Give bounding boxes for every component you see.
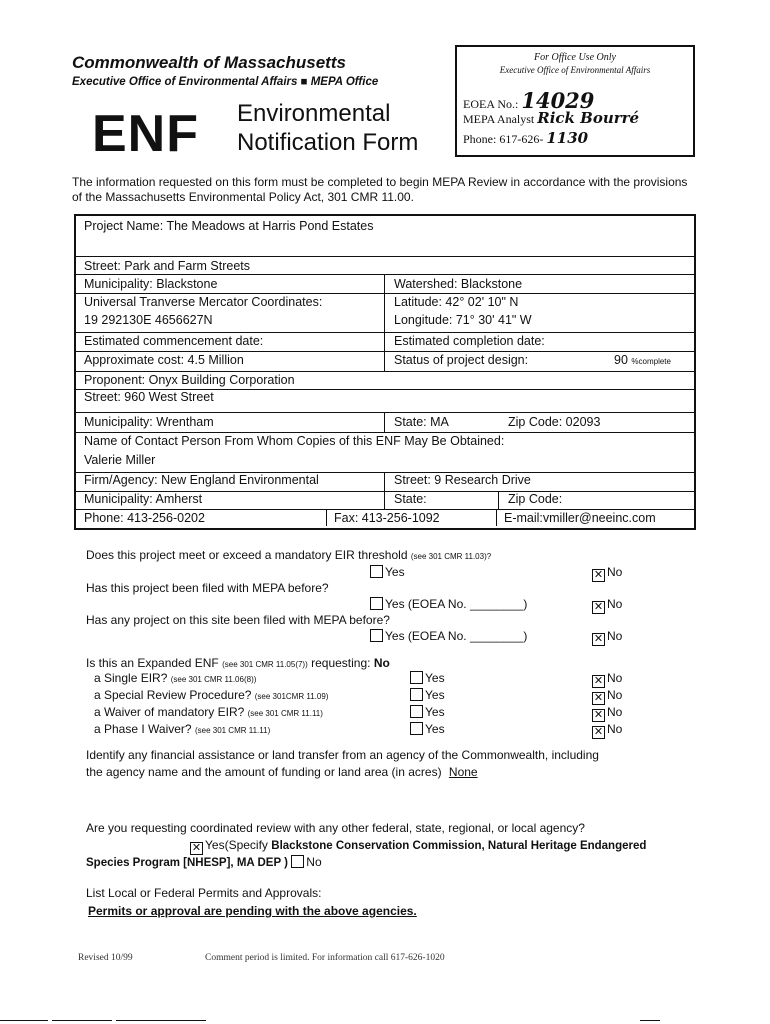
q3-yes-option[interactable]: Yes (EOEA No. ________) (370, 629, 527, 643)
enf-logo: ENF (92, 105, 199, 163)
form-title-line-2: Notification Form (237, 129, 419, 156)
proponent-name: Proponent: Onyx Building Corporation (84, 373, 295, 387)
analyst-row (463, 109, 639, 127)
q2-no-option[interactable]: ✕ No (593, 597, 623, 613)
project-info-box (74, 214, 696, 530)
status-design: Status of project design: (394, 353, 529, 367)
office-use-title: For Office Use Only (534, 52, 616, 63)
q4d-yes-option[interactable]: Yes (410, 722, 445, 736)
q1-text: Does this project meet or exceed a mandatory EIR threshold (86, 548, 408, 562)
coord-no-checkbox[interactable] (291, 855, 304, 868)
q4c-text: a Waiver of mandatory EIR? (see 301 CMR 11.11) (94, 705, 323, 719)
office-use-subtitle: Executive Office of Environmental Affairs (499, 65, 651, 75)
revised-note: Revised 10/99 (78, 953, 133, 963)
project-name: Project Name: The Meadows at Harris Pond Estates (84, 219, 374, 233)
analyst-label: MEPA Analyst (463, 112, 535, 126)
q-filed-before: Has this project been filed with MEPA before? (86, 581, 329, 595)
office-use-box (455, 45, 695, 157)
contact-firm: Firm/Agency: New England Environmental (84, 473, 319, 487)
permits-answer: Permits or approval are pending with the above agencies. (88, 904, 417, 918)
financial-answer: None (448, 765, 478, 779)
permits-label: List Local or Federal Permits and Approvals: (86, 886, 322, 900)
contact-street: Street: 9 Research Drive (394, 473, 531, 487)
office-phone-ext: 1130 (546, 129, 589, 147)
proponent-municipality: Municipality: Wrentham (84, 415, 214, 429)
q4b-no-option[interactable]: ✕ No (593, 688, 623, 704)
est-completion: Estimated completion date: (394, 334, 545, 348)
project-municipality: Municipality: Blackstone (84, 277, 218, 291)
coord-specify-line-2: Species Program [NHESP], MA DEP ) No (86, 855, 322, 869)
q3-no-checkbox[interactable]: ✕ (593, 633, 604, 645)
q2-yes-checkbox[interactable] (370, 597, 383, 610)
q1-yes-checkbox[interactable] (370, 565, 383, 578)
financial-question-1: Identify any financial assistance or land transfer from an agency of the Commonwealth, including (86, 748, 599, 762)
q-expanded-enf: Is this an Expanded ENF (see 301 CMR 11.05(7)) requesting: No (86, 656, 390, 670)
q1-yes-option[interactable]: Yes (370, 565, 405, 579)
contact-municipality: Municipality: Amherst (84, 492, 203, 506)
q4a-no-option[interactable]: ✕ No (593, 671, 623, 687)
longitude: Longitude: 71° 30' 41" W (394, 313, 532, 327)
q4c-no-option[interactable]: ✕ No (593, 705, 623, 721)
office-phone-label: Phone: 617-626- (463, 132, 544, 146)
q4a-text: a Single EIR? (see 301 CMR 11.06(8)) (94, 671, 257, 685)
form-title-line-1: Environmental (237, 100, 391, 127)
q4b-yes-option[interactable]: Yes (410, 688, 445, 702)
q3-no-option[interactable]: ✕ No (593, 629, 623, 645)
status-value: 90 (614, 353, 628, 367)
q2-no-checkbox[interactable]: ✕ (593, 601, 604, 613)
q3-yes-checkbox[interactable] (370, 629, 383, 642)
est-commencement: Estimated commencement date: (84, 334, 264, 348)
q4c-yes-option[interactable]: Yes (410, 705, 445, 719)
q-mandatory-eir (86, 548, 491, 562)
project-street: Street: Park and Farm Streets (84, 259, 251, 273)
coord-yes-line: ✕ Yes(Specify Blackstone Conservation Commission, Natural Heritage Endangered (191, 838, 647, 854)
q4d-text: a Phase I Waiver? (see 301 CMR 11.11) (94, 722, 271, 736)
proponent-street: Street: 960 West Street (84, 390, 214, 404)
status-percent (614, 353, 671, 367)
comment-note: Comment period is limited. For information call 617-626-1020 (205, 953, 445, 963)
contact-phone: Phone: 413-256-0202 (84, 511, 205, 525)
financial-question-2: the agency name and the amount of funding or land area (in acres) None (86, 765, 492, 779)
status-unit: %complete (631, 357, 671, 366)
latitude: Latitude: 42° 02' 10" N (394, 295, 519, 309)
office-subtitle: Executive Office of Environmental Affairs ■ MEPA Office (72, 76, 379, 88)
q4d-no-option[interactable]: ✕ No (593, 722, 623, 738)
contact-state: State: (394, 492, 427, 506)
q4a-yes-option[interactable]: Yes (410, 671, 445, 685)
eoea-label: EOEA No.: (463, 97, 519, 111)
commonwealth-title: Commonwealth of Massachusetts (72, 53, 346, 72)
contact-zip: Zip Code: (508, 492, 563, 506)
contact-fax: Fax: 413-256-1092 (334, 511, 440, 525)
eoea-number: 14029 (521, 88, 595, 113)
q4b-text: a Special Review Procedure? (see 301CMR 11.09) (94, 688, 329, 702)
contact-email: E-mail:vmiller@neeinc.com (504, 511, 656, 525)
utm-value: 19 292130E 4656627N (84, 313, 213, 327)
phone-row (463, 129, 588, 147)
proponent-zip: Zip Code: 02093 (508, 415, 601, 429)
coord-yes-checkbox[interactable]: ✕ (191, 842, 202, 854)
contact-name: Valerie Miller (84, 453, 156, 467)
proponent-state: State: MA (394, 415, 449, 429)
contact-label: Name of Contact Person From Whom Copies of this ENF May Be Obtained: (84, 434, 505, 448)
analyst-name: Rick Bourré (537, 109, 640, 127)
q1-ref: (see 301 CMR 11.03)? (410, 552, 492, 561)
q1-no-option[interactable]: ✕ No (593, 565, 623, 581)
coord-question: Are you requesting coordinated review with any other federal, state, regional, or local agency? (86, 821, 585, 835)
utm-label: Universal Tranverse Mercator Coordinates: (84, 295, 323, 309)
project-watershed: Watershed: Blackstone (394, 277, 523, 291)
q2-yes-option[interactable]: Yes (EOEA No. ________) (370, 597, 527, 611)
q1-no-checkbox[interactable]: ✕ (593, 569, 604, 581)
intro-text: The information requested on this form must be completed to begin MEPA Review in accordance with the provisions of the Massachusetts Environmental Policy Act, 301 CMR 11.00. (72, 175, 688, 204)
approx-cost: Approximate cost: 4.5 Million (84, 353, 244, 367)
q-site-filed-before: Has any project on this site been filed with MEPA before? (86, 613, 390, 627)
